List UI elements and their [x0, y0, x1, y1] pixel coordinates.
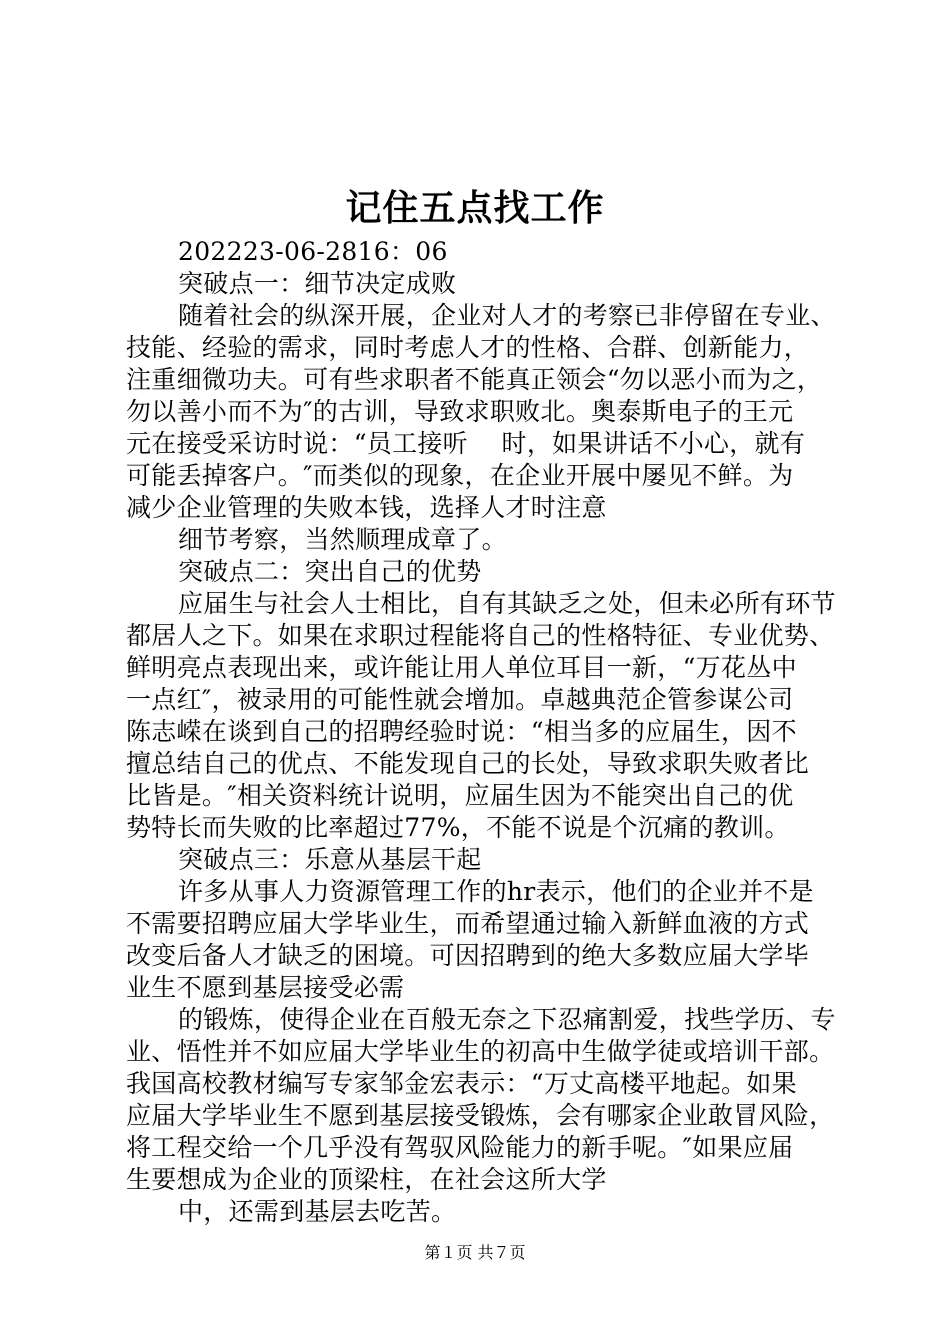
text-line: 都居人之下。如果在求职过程能将自己的性格特征、专业优势、	[126, 621, 835, 650]
text-line: 突破点二：突出自己的优势	[178, 557, 482, 586]
text-line: 突破点三：乐意从基层干起	[178, 845, 482, 874]
text-line: 许多从事人力资源管理工作的hr表示，他们的企业并不是	[178, 877, 814, 906]
text-line: 中，还需到基层去吃苦。	[178, 1197, 457, 1226]
text-line: 202223-06-2816：06	[178, 237, 448, 266]
text-line: 将工程交给一个几乎没有驾驭风险能力的新手呢。″如果应届	[126, 1133, 794, 1162]
text-line: 我国高校教材编写专家邹金宏表示：“万丈高楼平地起。如果	[126, 1069, 797, 1098]
text-line: 业生不愿到基层接受必需	[126, 973, 405, 1002]
text-line: 的锻炼，使得企业在百般无奈之下忍痛割爱，找些学历、专	[178, 1005, 836, 1034]
text-line: 随着社会的纵深开展，企业对人才的考察已非停留在专业、	[178, 301, 836, 330]
text-line: 业、悟性并不如应届大学毕业生的初高中生做学徒或培训干部。	[126, 1037, 835, 1066]
text-line: 减少企业管理的失败本钱，选择人才时注意	[126, 493, 607, 522]
text-line: 细节考察，当然顺理成章了。	[178, 525, 507, 554]
text-line: 可能丢掉客户。″而类似的现象，在企业开展中屡见不鲜。为	[126, 461, 794, 490]
text-line: 注重细微功夫。可有些求职者不能真正领会“勿以恶小而为之，	[126, 365, 823, 394]
text-line: 技能、经验的需求，同时考虑人才的性格、合群、创新能力，	[126, 333, 810, 362]
text-line: 擅总结自己的优点、不能发现自己的长处，导致求职失败者比	[126, 749, 810, 778]
document-body	[126, 236, 846, 1228]
text-line: 应届生与社会人士相比，自有其缺乏之处，但未必所有环节	[178, 589, 836, 618]
text-line: 突破点一：细节决定成败	[178, 269, 457, 298]
text-line: 生要想成为企业的顶梁柱，在社会这所大学	[126, 1165, 607, 1194]
text-line: 勿以善小而不为″的古训，导致求职败北。奥泰斯电子的王元	[126, 397, 794, 426]
text-line: 鲜明亮点表现出来，或许能让用人单位耳目一新，“万花丛中	[126, 653, 797, 682]
text-line: 应届大学毕业生不愿到基层接受锻炼，会有哪家企业敢冒风险，	[126, 1101, 835, 1130]
text-line: 比皆是。″相关资料统计说明，应届生因为不能突出自己的优	[126, 781, 794, 810]
text-line: 改变后备人才缺乏的困境。可因招聘到的绝大多数应届大学毕	[126, 941, 810, 970]
page-title: 记住五点找工作	[345, 187, 605, 229]
page-footer: 第１页 共７页	[424, 1243, 526, 1262]
text-line: 势特长而失败的比率超过77%，不能不说是个沉痛的教训。	[126, 813, 790, 842]
text-line: 不需要招聘应届大学毕业生，而希望通过输入新鲜血液的方式	[126, 909, 810, 938]
text-line: 陈志嵘在谈到自己的招聘经验时说：“相当多的应届生，因不	[126, 717, 797, 746]
text-line: 一点红″，被录用的可能性就会增加。卓越典范企管参谋公司	[126, 685, 794, 714]
text-line: 元在接受采访时说：“员工接听 时，如果讲话不小心，就有	[126, 429, 806, 458]
